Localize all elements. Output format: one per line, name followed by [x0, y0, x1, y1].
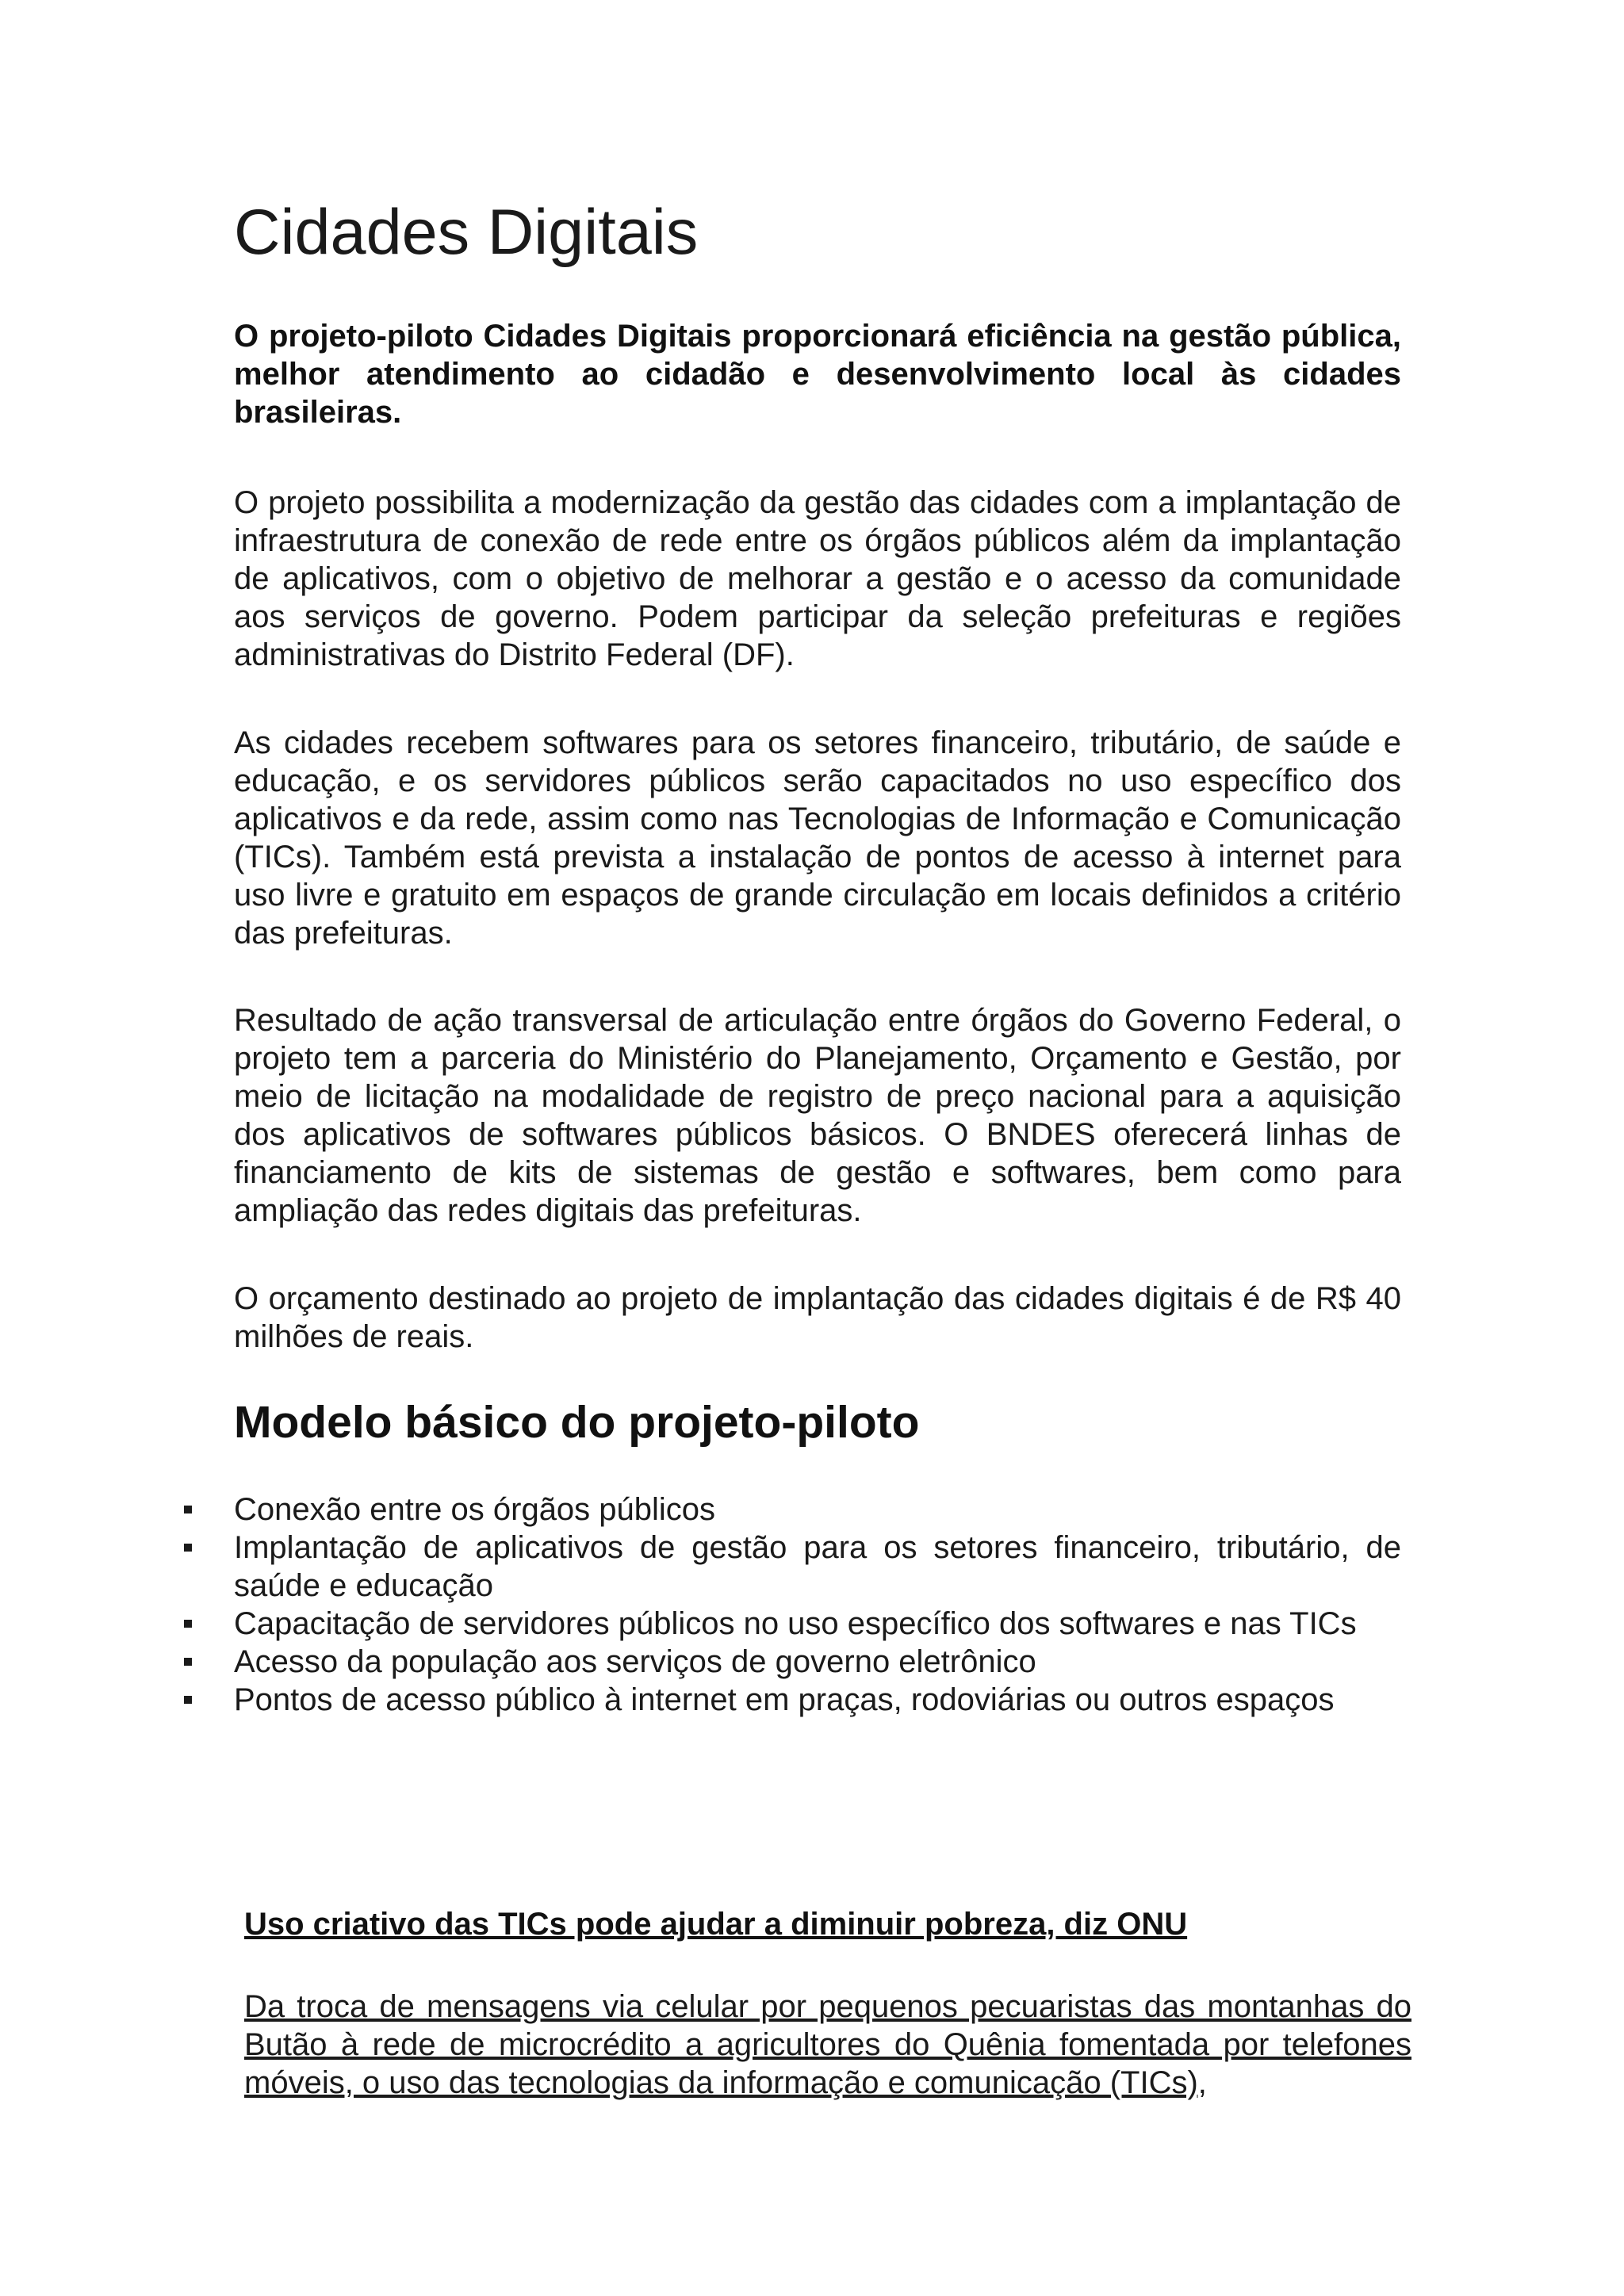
page-title: Cidades Digitais	[234, 197, 699, 268]
list-item	[184, 1681, 1401, 1719]
list-item	[184, 1643, 1401, 1681]
lead-paragraph: O projeto-piloto Cidades Digitais proporcionará eficiência na gestão pública, melhor atendimento ao cidadão e desenvolvimento local às cidades brasileiras.	[234, 319, 1401, 430]
bullet-list	[184, 1490, 1401, 1719]
square-bullet-icon	[184, 1620, 192, 1628]
list-item	[184, 1490, 1401, 1529]
list-item-text: Conexão entre os órgãos públicos	[234, 1492, 716, 1527]
body-paragraph-4: O orçamento destinado ao projeto de implantação das cidades digitais é de R$ 40 milhões de reais.	[234, 1281, 1401, 1354]
body-paragraph-3: Resultado de ação transversal de articulação entre órgãos do Governo Federal, o projeto tem a parceria do Ministério do Planejamento, Orçamento e Gestão, por meio de licitação na modalidade de registro de preço nacional para a aquisição dos aplicativos de softwares públicos básicos. O BNDES oferecerá linhas de financiamento de kits de sistemas de gestão e softwares, bem como para ampliação das redes digitais das prefeituras.	[234, 1003, 1401, 1228]
square-bullet-icon	[184, 1696, 192, 1704]
body-paragraph-2: As cidades recebem softwares para os setores financeiro, tributário, de saúde e educação, e os servidores públicos serão capacitados no uso específico dos aplicativos e da rede, assim como nas Tecnologias de Informação e Comunicação (TICs). Também está prevista a instalação de pontos de acesso à internet para uso livre e gratuito em espaços de grande circulação em locais definidos a critério das prefeituras.	[234, 725, 1401, 951]
news-excerpt: Da troca de mensagens via celular por pequenos pecuaristas das montanhas do Butão à rede de microcrédito a agricultores do Quênia fomentada por telefones móveis, o uso das tecnologias da informação e comunicação (TICs),	[244, 1989, 1411, 2100]
square-bullet-icon	[184, 1658, 192, 1666]
section-title: Modelo básico do projeto-piloto	[234, 1397, 920, 1448]
list-item	[184, 1605, 1401, 1643]
square-bullet-icon	[184, 1506, 192, 1513]
list-item-text: Pontos de acesso público à internet em praças, rodoviárias ou outros espaços	[234, 1682, 1335, 1717]
list-item	[184, 1529, 1401, 1605]
square-bullet-icon	[184, 1544, 192, 1552]
list-item-text: Capacitação de servidores públicos no uso específico dos softwares e nas TICs	[234, 1606, 1357, 1641]
body-paragraph-1: O projeto possibilita a modernização da gestão das cidades com a implantação de infraestrutura de conexão de rede entre os órgãos públicos além da implantação de aplicativos, com o objetivo de melhorar a gestão e o acesso da comunidade aos serviços de governo. Podem participar da seleção prefeituras e regiões administrativas do Distrito Federal (DF).	[234, 485, 1401, 672]
list-item-text: Acesso da população aos serviços de governo eletrônico	[234, 1644, 1036, 1679]
news-headline: Uso criativo das TICs pode ajudar a diminuir pobreza, diz ONU	[244, 1907, 1188, 1942]
list-item-text: Implantação de aplicativos de gestão para os setores financeiro, tributário, de saúde e educação	[234, 1530, 1401, 1603]
